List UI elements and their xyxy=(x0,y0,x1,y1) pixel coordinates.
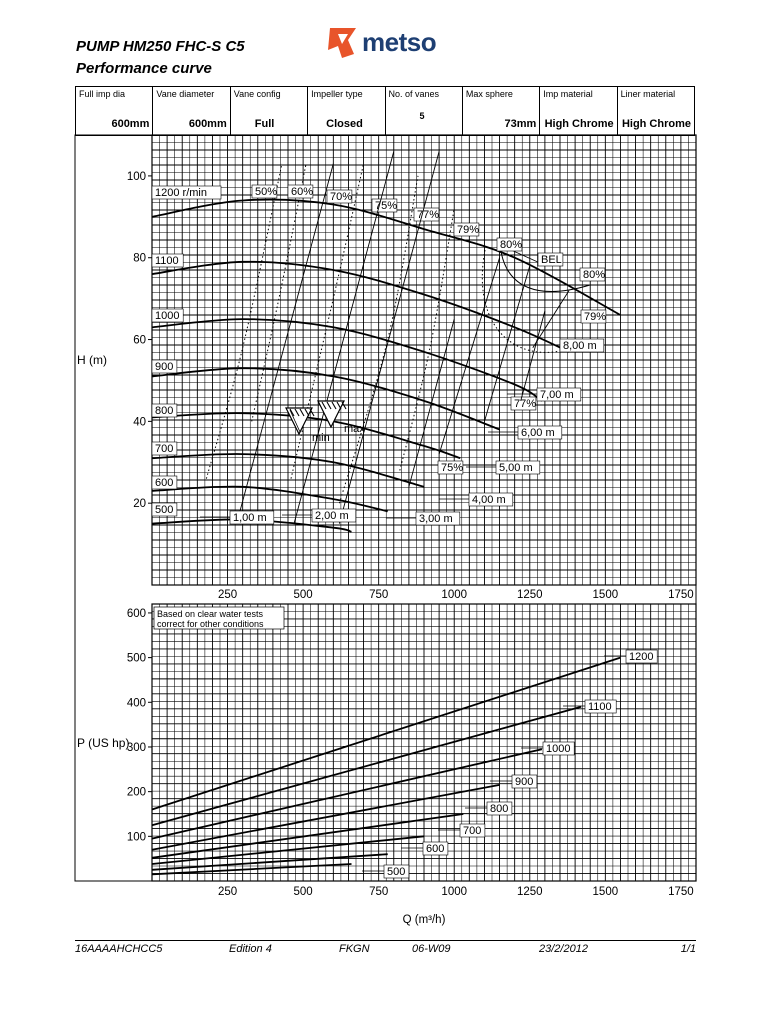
speed-label: 1100 xyxy=(155,255,179,267)
efficiency-label: 79% xyxy=(584,311,607,323)
npsh-label: 7,00 m xyxy=(540,389,574,401)
note-line-2: correct for other conditions xyxy=(157,619,264,629)
power-label: 1000 xyxy=(546,743,571,755)
speed-curve-600 xyxy=(152,487,388,512)
npsh-label: 1,00 m xyxy=(233,512,267,524)
power-curve-1100 xyxy=(152,707,581,825)
power-label: 900 xyxy=(515,776,534,788)
power-y-tick-label: 600 xyxy=(126,607,146,620)
speed-label: 700 xyxy=(155,443,174,455)
efficiency-label: 77% xyxy=(417,209,440,221)
npsh-label: 2,00 m xyxy=(315,510,349,522)
efficiency-label: 80% xyxy=(500,239,523,251)
efficiency-label: 80% xyxy=(583,269,606,281)
power-x-tick-label: 1500 xyxy=(592,886,619,898)
spec-label: Full imp dia xyxy=(79,89,126,99)
power-label: 1200 xyxy=(629,651,654,663)
spec-label: Liner material xyxy=(620,89,676,99)
power-y-tick-label: 300 xyxy=(126,741,146,754)
head-y-tick-label: 80 xyxy=(133,252,146,265)
speed-label: 900 xyxy=(155,361,174,373)
speed-label: 600 xyxy=(155,477,174,489)
power-y-tick-label: 200 xyxy=(126,786,146,799)
power-x-tick-label: 1750 xyxy=(668,886,694,898)
npsh-label: 4,00 m xyxy=(472,494,506,506)
power-grid xyxy=(152,604,696,881)
max-label: max xyxy=(344,423,365,435)
spec-label: Imp material xyxy=(543,89,593,99)
spec-value: Closed xyxy=(326,118,363,130)
head-y-tick-label: 100 xyxy=(126,170,146,183)
footer-week: 06-W09 xyxy=(412,943,451,955)
footer-author: FKGN xyxy=(339,943,370,955)
efficiency-label: 75% xyxy=(375,200,398,212)
spec-value: Full xyxy=(254,118,275,130)
efficiency-label: 75% xyxy=(441,462,464,474)
head-x-tick-label: 250 xyxy=(217,589,238,601)
power-label: 600 xyxy=(426,843,445,855)
npsh-line xyxy=(521,311,545,401)
head-y-tick-label: 40 xyxy=(133,416,146,429)
spec-value: High Chrome xyxy=(544,118,614,130)
pump-title: PUMP HM250 FHC-S C5 xyxy=(76,38,245,55)
bel-label: BEL xyxy=(541,254,562,266)
power-label: 500 xyxy=(387,866,406,878)
npsh-label: 6,00 m xyxy=(521,427,555,439)
npsh-label: 8,00 m xyxy=(563,340,597,352)
speed-label: 1000 xyxy=(155,310,180,322)
power-y-tick-label: 500 xyxy=(126,652,146,665)
power-y-tick-label: 100 xyxy=(126,831,146,844)
power-x-tick-label: 1000 xyxy=(441,886,468,898)
efficiency-label: 77% xyxy=(514,398,537,410)
head-x-tick-label: 500 xyxy=(293,589,313,601)
x-axis-label: Q (m³/h) xyxy=(402,914,446,926)
footer-code: 16AAAAHCHCC5 xyxy=(75,943,163,955)
note-line-1: Based on clear water tests xyxy=(157,609,264,619)
power-y-tick-label: 400 xyxy=(126,697,146,710)
min-label: min xyxy=(312,432,330,444)
power-x-tick-label: 750 xyxy=(369,886,389,898)
head-x-tick-label: 1750 xyxy=(668,589,694,601)
spec-label: Impeller type xyxy=(311,89,363,99)
brand-name: metso xyxy=(362,27,437,57)
footer-date: 23/2/2012 xyxy=(539,943,588,955)
spec-label: No. of vanes xyxy=(388,89,440,99)
head-y-tick-label: 20 xyxy=(133,498,146,511)
spec-label: Max sphere xyxy=(465,89,513,99)
footer-page: 1/1 xyxy=(680,943,696,955)
spec-value: High Chrome xyxy=(621,118,691,130)
head-axis-label: H (m) xyxy=(77,353,107,367)
head-x-tick-label: 1500 xyxy=(592,589,619,601)
max-limit-marker-hatch xyxy=(342,402,346,409)
head-x-tick-label: 1250 xyxy=(516,589,543,601)
efficiency-label: 50% xyxy=(255,186,278,198)
speed-label: 800 xyxy=(155,405,174,417)
power-x-tick-label: 1250 xyxy=(516,886,543,898)
footer-edition: Edition 4 xyxy=(229,943,272,955)
spec-label: Vane diameter xyxy=(156,89,215,99)
npsh-label: 3,00 m xyxy=(419,513,453,525)
head-y-tick-label: 60 xyxy=(133,334,146,347)
spec-value: 600mm xyxy=(188,118,227,130)
spec-value: 73mm xyxy=(504,118,537,130)
npsh-label: 5,00 m xyxy=(499,462,533,474)
chart-subtitle: Performance curve xyxy=(76,60,212,77)
speed-label: 500 xyxy=(155,504,174,516)
efficiency-label: 70% xyxy=(330,191,353,203)
speed-label: 1200 r/min xyxy=(155,187,207,199)
spec-value: 5 xyxy=(419,111,425,121)
spec-label: Vane config xyxy=(233,89,281,99)
power-label: 700 xyxy=(463,825,482,837)
power-label: 1100 xyxy=(588,701,612,713)
head-x-tick-label: 750 xyxy=(369,589,389,601)
power-label: 800 xyxy=(490,803,509,815)
efficiency-label: 60% xyxy=(291,186,314,198)
efficiency-label: 79% xyxy=(457,224,480,236)
power-axis-label: P (US hp) xyxy=(77,736,130,750)
head-x-tick-label: 1000 xyxy=(441,589,468,601)
footer xyxy=(75,940,696,961)
spec-value: 600mm xyxy=(111,118,150,130)
power-x-tick-label: 500 xyxy=(293,886,313,898)
power-x-tick-label: 250 xyxy=(217,886,238,898)
